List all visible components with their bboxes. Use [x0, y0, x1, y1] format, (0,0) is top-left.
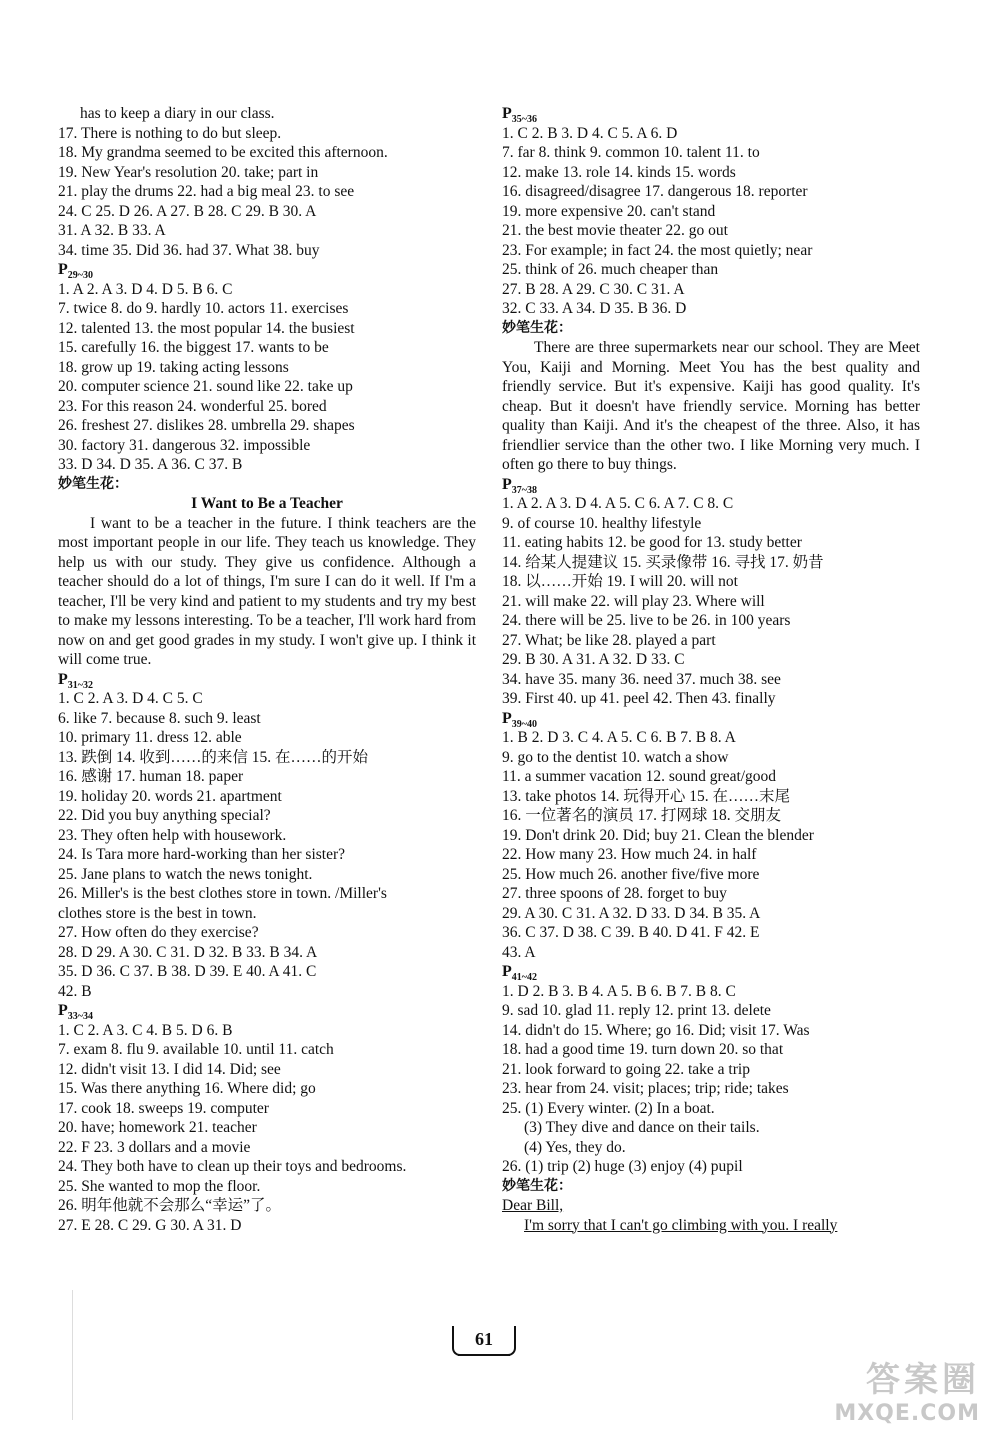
- answer-line: 34. have 35. many 36. need 37. much 38. see: [502, 670, 781, 688]
- answer-line: 7. far 8. think 9. common 10. talent 11. to: [502, 144, 760, 161]
- answer-line: 30. factory 31. dangerous 32. impossible: [58, 436, 311, 454]
- answer-line: 18. grow up 19. taking acting lessons: [58, 358, 289, 376]
- page-number: 61: [458, 1324, 510, 1356]
- answer-line: 29. B 30. A 31. A 32. D 33. C: [502, 651, 685, 668]
- section-letter: P: [58, 670, 68, 688]
- answer-line: 17. cook 18. sweeps 19. computer: [58, 1099, 269, 1117]
- section-pages: 33~34: [67, 1011, 93, 1023]
- answer-line: 18. My grandma seemed to be excited this afternoon.: [58, 144, 388, 161]
- section-heading: [58, 670, 476, 690]
- answer-line: 1. A 2. A 3. D 4. A 5. C 6. A 7. C 8. C: [502, 495, 734, 512]
- section-heading: [502, 104, 920, 124]
- answer-line: 18. 以……开始 19. I will 20. will not: [502, 573, 738, 590]
- answer-line: 15. Was there anything 16. Where did; go: [58, 1080, 316, 1097]
- answer-line: 26. (1) trip (2) huge (3) enjoy (4) pupil: [502, 1158, 743, 1175]
- answer-line: 13. 跌倒 14. 收到……的来信 15. 在……的开始: [58, 748, 369, 766]
- answer-line: 11. eating habits 12. be good for 13. study better: [502, 534, 802, 551]
- answer-line: 34. time 35. Did 36. had 37. What 38. buy: [58, 241, 320, 259]
- answer-line: 21. the best movie theater 22. go out: [502, 222, 728, 239]
- answer-line: 23. For this reason 24. wonderful 25. bored: [58, 397, 327, 415]
- answer-line: 27. What; be like 28. played a part: [502, 631, 716, 649]
- answer-line: 12. didn't visit 13. I did 14. Did; see: [58, 1060, 281, 1078]
- answer-line: 24. C 25. D 26. A 27. B 28. C 29. B 30. A: [58, 202, 317, 220]
- answer-line: 39. First 40. up 41. peel 42. Then 43. finally: [502, 690, 776, 707]
- margin-line: [72, 1290, 73, 1420]
- answer-line: 21. play the drums 22. had a big meal 23. to see: [58, 183, 355, 200]
- answer-line: 26. Miller's is the best clothes store in town. /Miller's: [58, 885, 387, 902]
- watermark-url: MXQE.COM: [834, 1401, 980, 1426]
- left-column: [58, 104, 476, 1235]
- answer-line: 42. B: [58, 982, 92, 1000]
- answer-line: 22. Did you buy anything special?: [58, 807, 271, 824]
- answer-line: 26. 明年他就不会那么“幸运”了。: [58, 1197, 282, 1214]
- essay-title: I Want to Be a Teacher: [191, 495, 343, 512]
- letter-line: Dear Bill,: [502, 1197, 564, 1214]
- answer-line: 12. make 13. role 14. kinds 15. words: [502, 163, 736, 181]
- answer-line: 6. like 7. because 8. such 9. least: [58, 709, 261, 727]
- answer-line: 27. E 28. C 29. G 30. A 31. D: [58, 1216, 242, 1234]
- answer-line: 16. disagreed/disagree 17. dangerous 18. reporter: [502, 183, 808, 200]
- answer-line: 23. They often help with housework.: [58, 826, 287, 844]
- section-letter: P: [502, 105, 512, 122]
- answer-line: 20. have; homework 21. teacher: [58, 1119, 257, 1136]
- answer-line: 24. there will be 25. live to be 26. in 100 years: [502, 612, 791, 629]
- answer-line: 24. Is Tara more hard-working than her sister?: [58, 846, 346, 863]
- answer-line: 9. go to the dentist 10. watch a show: [502, 748, 729, 766]
- answer-line: (3) They dive and dance on their tails.: [524, 1119, 760, 1136]
- answer-line: 12. talented 13. the most popular 14. the busiest: [58, 319, 355, 337]
- answer-line: 29. A 30. C 31. A 32. D 33. D 34. B 35. A: [502, 904, 761, 922]
- answer-line: 16. 感谢 17. human 18. paper: [58, 768, 244, 785]
- answer-line: 27. B 28. A 29. C 30. C 31. A: [502, 280, 685, 298]
- section-letter: P: [502, 963, 512, 980]
- answer-line: 35. D 36. C 37. B 38. D 39. E 40. A 41. C: [58, 963, 317, 980]
- section-heading: [502, 709, 920, 729]
- answer-line: 1. C 2. A 3. D 4. C 5. C: [58, 690, 203, 707]
- answer-line: 26. freshest 27. dislikes 28. umbrella 29. shapes: [58, 417, 355, 434]
- right-column: [502, 104, 920, 1235]
- letter-line: I'm sorry that I can't go climbing with you. I really: [524, 1216, 838, 1234]
- essay-paragraph: I want to be a teacher in the future. I think teachers are the most important people in our life. They teach us knowledge. They help us with our study. They give us confidence. Although a teacher should do a lot of things, I'm sure I can do it well. If I'm a teacher, I'll be very kind and patient to my students and try my best to make my lessons interesting. To be a teacher, I'll work hard from now on and get good grades in my study. I won't give up. I think it will come true.: [58, 514, 476, 668]
- answer-line: 18. had a good time 19. turn down 20. so that: [502, 1041, 784, 1058]
- answer-line: 27. three spoons of 28. forget to buy: [502, 885, 727, 902]
- answer-line: 1. B 2. D 3. C 4. A 5. C 6. B 7. B 8. A: [502, 729, 736, 746]
- section-letter: P: [502, 475, 512, 493]
- answer-line: 14. 给某人提建议 15. 买录像带 16. 寻找 17. 奶昔: [502, 553, 824, 571]
- section-heading: [502, 475, 920, 495]
- answer-line: 33. D 34. D 35. A 36. C 37. B: [58, 456, 243, 473]
- answer-line: 31. A 32. B 33. A: [58, 222, 166, 239]
- answer-line: 7. exam 8. flu 9. available 10. until 11. catch: [58, 1041, 334, 1058]
- section-pages: 41~42: [511, 972, 537, 984]
- answer-line: 9. of course 10. healthy lifestyle: [502, 514, 702, 532]
- answer-line: 19. Don't drink 20. Did; buy 21. Clean the blender: [502, 826, 814, 844]
- section-letter: P: [58, 1002, 68, 1019]
- answer-line: (4) Yes, they do.: [524, 1138, 626, 1156]
- section-letter: P: [58, 261, 68, 278]
- watermark-logo-text: 答案圈: [866, 1360, 980, 1400]
- answer-line: 21. will make 22. will play 23. Where will: [502, 592, 765, 610]
- answer-line: 25. think of 26. much cheaper than: [502, 261, 719, 278]
- answer-line: 16. 一位著名的演员 17. 打网球 18. 交朋友: [502, 807, 782, 824]
- answer-line: 25. Jane plans to watch the news tonight.: [58, 865, 313, 883]
- answer-line: 9. sad 10. glad 11. reply 12. print 13. delete: [502, 1002, 771, 1019]
- answer-line: 21. look forward to going 22. take a trip: [502, 1060, 750, 1078]
- answer-line: 19. holiday 20. words 21. apartment: [58, 787, 282, 805]
- answer-line: 19. New Year's resolution 20. take; part in: [58, 163, 319, 181]
- answer-line: 36. C 37. D 38. C 39. B 40. D 41. F 42. E: [502, 924, 760, 941]
- answer-line: 19. more expensive 20. can't stand: [502, 202, 716, 220]
- answer-line: 25. How much 26. another five/five more: [502, 865, 760, 883]
- answer-line: 22. How many 23. How much 24. in half: [502, 846, 757, 863]
- answer-line: 1. A 2. A 3. D 4. D 5. B 6. C: [58, 280, 233, 298]
- watermark: [800, 1352, 980, 1430]
- section-pages: 31~32: [67, 679, 93, 691]
- answer-line: 25. She wanted to mop the floor.: [58, 1177, 261, 1195]
- answer-line: 1. C 2. B 3. D 4. C 5. A 6. D: [502, 124, 678, 142]
- answer-line: 1. D 2. B 3. B 4. A 5. B 6. B 7. B 8. C: [502, 982, 736, 1000]
- answer-line: 43. A: [502, 943, 536, 961]
- answer-line: 7. twice 8. do 9. hardly 10. actors 11. exercises: [58, 300, 349, 317]
- answer-line: clothes store is the best in town.: [58, 904, 257, 922]
- answer-line: 10. primary 11. dress 12. able: [58, 729, 242, 746]
- section-heading: [502, 962, 920, 982]
- answer-line: has to keep a diary in our class.: [80, 105, 275, 122]
- answer-line: 13. take photos 14. 玩得开心 15. 在……末尾: [502, 787, 791, 805]
- answer-line: 17. There is nothing to do but sleep.: [58, 124, 282, 142]
- section-pages: 35~36: [511, 114, 537, 126]
- answer-line: 27. How often do they exercise?: [58, 924, 259, 941]
- answer-line: 28. D 29. A 30. C 31. D 32. B 33. B 34. A: [58, 943, 318, 961]
- answer-line: 20. computer science 21. sound like 22. take up: [58, 378, 353, 395]
- answer-line: 24. They both have to clean up their toys and bedrooms.: [58, 1158, 407, 1175]
- writing-label: 妙笔生花：: [502, 319, 572, 336]
- answer-line: 23. For example; in fact 24. the most quietly; near: [502, 241, 813, 259]
- section-pages: 29~30: [67, 270, 93, 282]
- answer-line: 25. (1) Every winter. (2) In a boat.: [502, 1099, 715, 1117]
- section-pages: 39~40: [511, 718, 537, 730]
- section-heading: [58, 1001, 476, 1021]
- section-letter: P: [502, 709, 512, 727]
- writing-label: 妙笔生花：: [58, 475, 128, 492]
- section-pages: 37~38: [511, 484, 537, 496]
- answer-line: 32. C 33. A 34. D 35. B 36. D: [502, 300, 687, 317]
- answer-line: 23. hear from 24. visit; places; trip; ride; takes: [502, 1080, 789, 1097]
- answer-line: 14. didn't do 15. Where; go 16. Did; visit 17. Was: [502, 1021, 810, 1039]
- essay-paragraph: There are three supermarkets near our school. They are Meet You, Kaiji and Morning. Meet You has the best quality and friendly service. But it's expensive. Kaiji has good quality. It's cheap. But it doesn't have friendly service. Morning has better quality than Kaiji. And it's the cheapest of the three. Also, it has friendlier service than the other two. I like Morning very much. I often go there to buy things.: [502, 339, 920, 473]
- answer-line: 15. carefully 16. the biggest 17. wants to be: [58, 339, 329, 356]
- answer-line: 1. C 2. A 3. C 4. B 5. D 6. B: [58, 1021, 233, 1039]
- writing-label: 妙笔生花：: [502, 1177, 572, 1194]
- answer-line: 11. a summer vacation 12. sound great/good: [502, 768, 777, 785]
- answer-line: 22. F 23. 3 dollars and a movie: [58, 1138, 251, 1156]
- section-heading: [58, 260, 476, 280]
